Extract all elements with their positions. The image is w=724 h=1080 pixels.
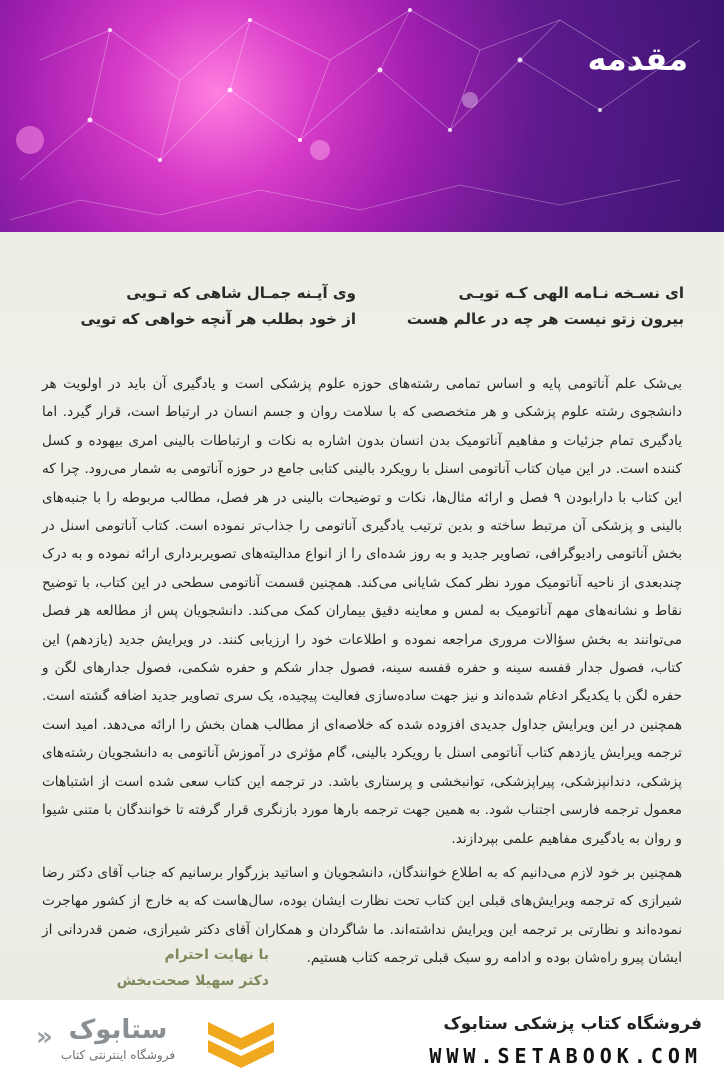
poem-line: از خود بطلب هر آنچه خواهی که تویی [80,310,356,328]
chevrons-left-icon: « [36,1022,53,1052]
logo-tagline: فروشگاه اینترنتی کتاب [60,1048,176,1062]
signature-block [49,942,269,994]
header-banner [0,0,724,232]
poem-line: وی آیـنه جمـال شاهی که تـویی [126,284,356,302]
poem-right-column [394,280,684,332]
setabook-chevron-logo-icon [206,1016,276,1070]
poem-left-column [80,280,356,332]
poem-line: ای نسـخه نـامه الهی کـه تویـی [458,284,684,302]
poem-line: بیرون زتو نیست هر چه در عالم هست [406,310,684,328]
signature-closing: با نهایت احترام [164,947,269,963]
page-title: مقدمه [587,40,688,78]
logo-word: ستابوک [68,1015,168,1045]
store-name: فروشگاه کتاب پزشکی ستابوک [443,1014,702,1034]
introduction-body [42,370,682,973]
paragraph: همچنین بر خود لازم می‌دانیم که به اطلاع خوانندگان، دانشجویان و اساتید بزرگوار برسانیم که جناب آقای دکتر رضا شیرازی که ترجمه ویرایش‌های قبلی این کتاب تحت نظارت ایشان بوده، سال‌هاست که به خارج از کشور مهاجرت نموده‌اند و نظارتی بر ترجمه این ویرایش نداشته‌اند. ما شاگردان و همکاران آقای دکتر شیرازی، ضمن قدردانی از ایشان پیرو راه‌شان بوده و ادامه رو سبک قبلی ترجمه کتاب هستیم. [42,864,682,967]
store-logo[interactable] [38,1014,198,1074]
signature-author: دکتر سهیلا صحت‌بخش [116,973,269,989]
decorative-network-graphic [0,0,724,232]
store-footer [0,1000,724,1080]
paragraph: بی‌شک علم آناتومی پایه و اساس تمامی رشته‌های حوزه علوم پزشکی است و یادگیری آن باید در اولویت هر دانشجوی رشته علوم پزشکی و هر متخصصی که با سلامت روان و جسم انسان در ارتباط است، قرار گیرد. اما یادگیری تمام جزئیات و مفاهیم آناتومیک بدن انسان بدون اشاره به نکات و ارتباطات بالینی امری بیهوده و کسل کننده است. در این میان کتاب آناتومی اسنل با رویکرد بالینی کتابی جامع در حوزه آناتومی به شمار می‌رود. چرا که این کتاب با دارابودن ۹ فصل و ارائه مثال‌ها، نکات و توضیحات بالینی در هر فصل، مطالب مربوطه را با جنبه‌های بالینی و پزشکی آن مرتبط ساخته و بدین ترتیب یادگیری آناتومی را جذاب‌تر نموده است. کتاب آناتومی اسنل در بخش آناتومی رادیوگرافی، تصاویر جدید و به روز شده‌ای را از انواع مدالیته‌های تصویربرداری ارائه نموده و به درک چندبعدی از ناحیه آناتومیک مورد نظر کمک شایانی می‌کند. همچنین قسمت آناتومی سطحی در این کتاب، با توضیح نقاط و نشانه‌های مهم آناتومیک به لمس و معاینه دقیق بیماران کمک می‌کند. دانشجویان پس از مطالعه هر فصل می‌توانند به بخش سؤالات مروری مراجعه نموده و اطلاعات خود را ارزیابی کنند. در ویرایش جدید (یازدهم) این کتاب، فصول جدار قفسه سینه و حفره قفسه سینه، فصول جدار شکم و حفره شکمی، فصول جدارهای لگن و حفره لگن با یکدیگر ادغام شده‌اند و نیز جهت ساده‌سازی فعالیت پیچیده، یک سری تصاویر جدید اضافه گشته است. همچنین در این ویرایش جداول جدیدی افزوده شده که خلاصه‌ای از مطالب همان بخش را ارائه می‌دهد. امید است ترجمه ویرایش یازدهم کتاب آناتومی اسنل با رویکرد بالینی، گام مؤثری در آموزش آناتومی به دانشجویان رشته‌های پزشکی، دندانپزشکی، پیراپزشکی، توانبخشی و پرستاری باشد. در ترجمه این کتاب سعی شده است از اشتباهات معمول ترجمه فارسی اجتناب شود. به همین جهت ترجمه بارها مورد بازنگری قرار گرفته تا خوانندگان با متنی شیوا و روان به یادگیری مفاهیم علمی بپردازند. [42,376,682,847]
page-content [0,232,724,1000]
store-url[interactable]: WWW.SETABOOK.COM [429,1044,702,1068]
